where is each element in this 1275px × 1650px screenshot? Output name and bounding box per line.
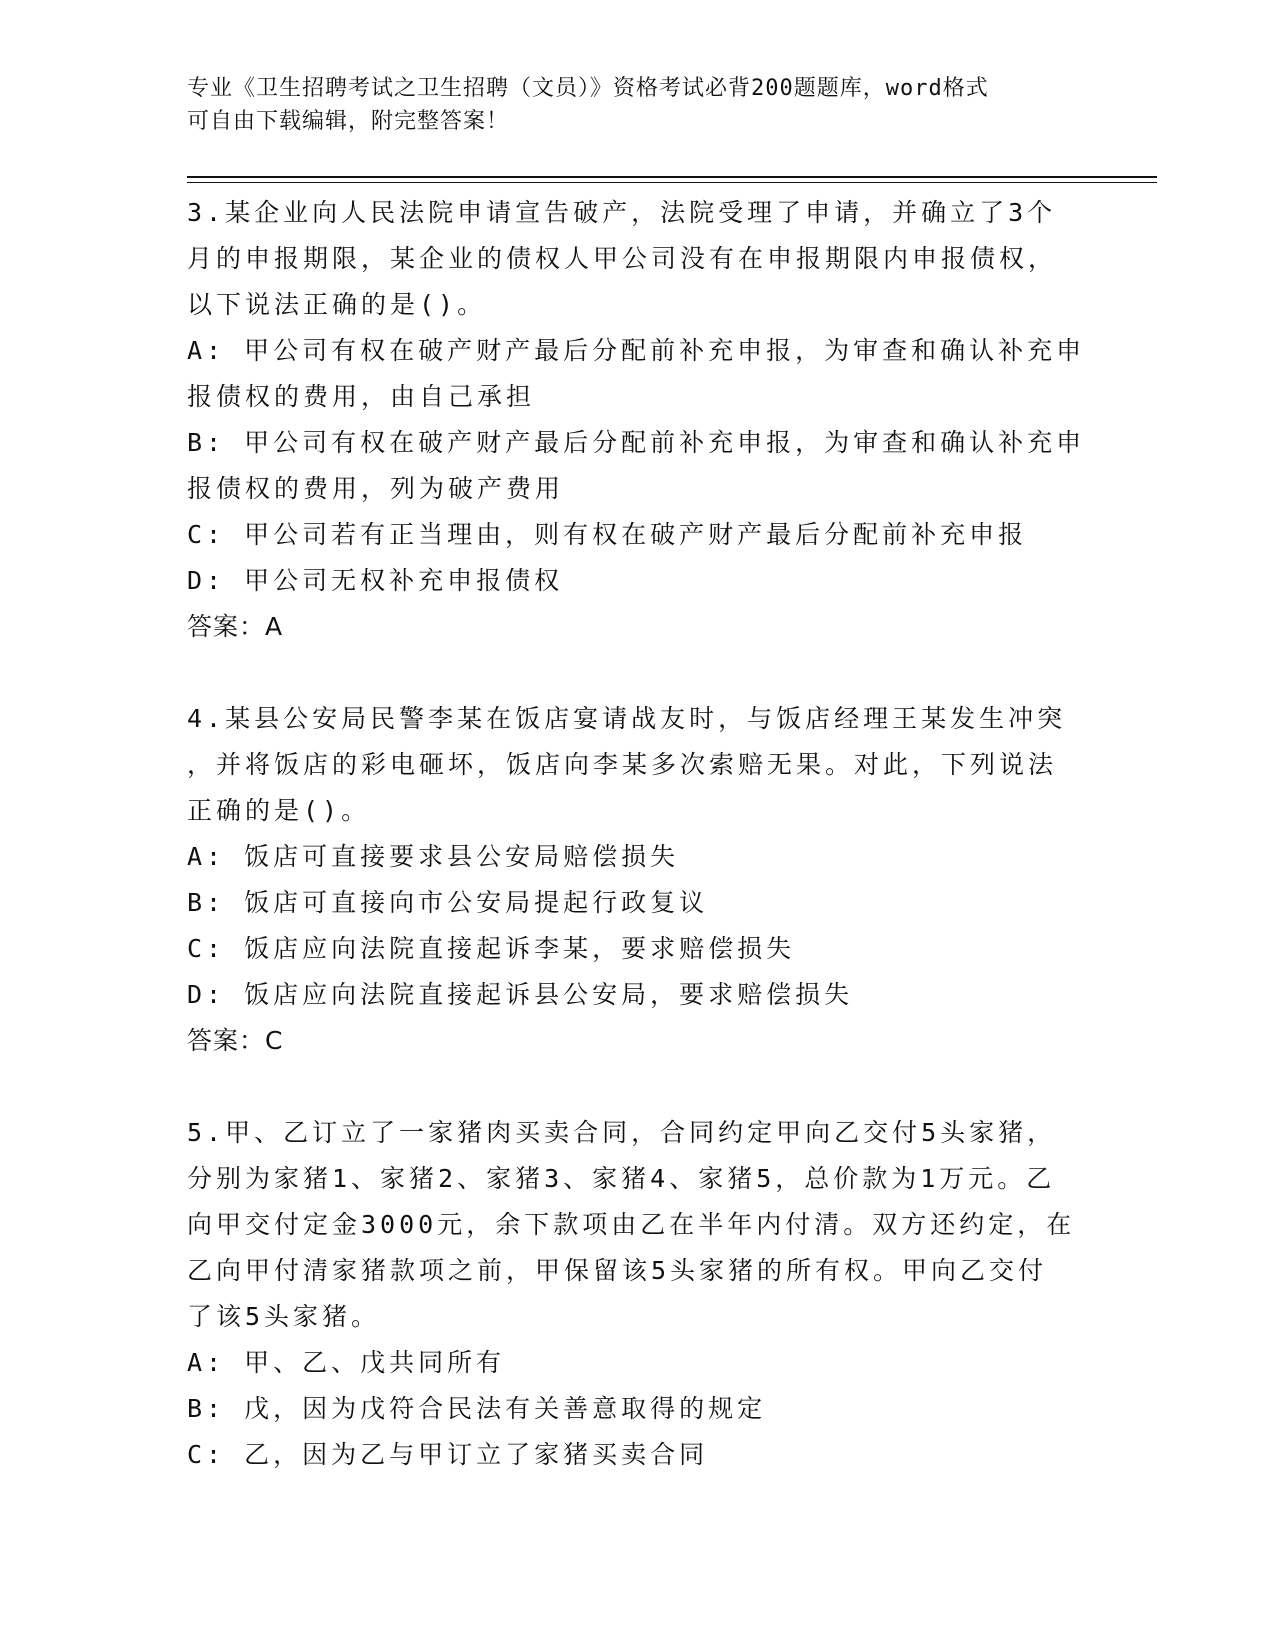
header-line-1: 专业《卫生招聘考试之卫生招聘（文员）》资格考试必背200题题库，word格式 [187,76,989,101]
question-stem-line: 分别为家猪1、家猪2、家猪3、家猪4、家猪5，总价款为1万元。乙 [187,1164,1056,1193]
option-a: A: 甲公司有权在破产财产最后分配前补充申报，为审查和确认补充申 [187,336,1086,365]
question-4 [187,696,1087,1064]
question-stem-line: 5.甲、乙订立了一家猪肉买卖合同，合同约定甲向乙交付5头家猪， [187,1118,1057,1147]
option-c: C: 饭店应向法院直接起诉李某，要求赔偿损失 [187,934,796,963]
option-c: C: 甲公司若有正当理由，则有权在破产财产最后分配前补充申报 [187,520,1028,549]
option-b: B: 饭店可直接向市公安局提起行政复议 [187,888,709,917]
question-stem-line: 乙向甲付清家猪款项之前，甲保留该5头家猪的所有权。甲向乙交付 [187,1256,1048,1285]
option-a-continued: 报债权的费用，由自己承担 [187,382,536,411]
option-b-continued: 报债权的费用，列为破产费用 [187,474,565,503]
question-stem-line: ，并将饭店的彩电砸坏，饭店向李某多次索赔无果。对此，下列说法 [187,750,1058,779]
question-stem-line: 正确的是()。 [187,796,371,825]
header-divider [187,176,1157,183]
header-line-2: 可自由下载编辑，附完整答案！ [187,109,510,134]
question-stem-line: 了该5头家猪。 [187,1302,381,1331]
answer-label: 答案：A [187,612,284,641]
answer-label: 答案：C [187,1026,284,1055]
question-list [187,190,1087,1524]
option-a: A: 饭店可直接要求县公安局赔偿损失 [187,842,680,871]
question-stem-line: 月的申报期限，某企业的债权人甲公司没有在申报期限内申报债权， [187,244,1058,273]
question-3 [187,190,1087,650]
question-stem-line: 以下说法正确的是()。 [187,290,487,319]
question-stem-line: 向甲交付定金3000元，余下款项由乙在半年内付清。双方还约定，在 [187,1210,1076,1239]
option-d: D: 饭店应向法院直接起诉县公安局，要求赔偿损失 [187,980,854,1009]
option-c: C: 乙，因为乙与甲订立了家猪买卖合同 [187,1440,709,1469]
question-stem-line: 3.某企业向人民法院申请宣告破产，法院受理了申请，并确立了3个 [187,198,1057,227]
question-5 [187,1110,1087,1478]
question-stem-line: 4.某县公安局民警李某在饭店宴请战友时，与饭店经理王某发生冲突 [187,704,1067,733]
option-d: D: 甲公司无权补充申报债权 [187,566,564,595]
option-b: B: 戊，因为戊符合民法有关善意取得的规定 [187,1394,767,1423]
option-b: B: 甲公司有权在破产财产最后分配前补充申报，为审查和确认补充申 [187,428,1086,457]
option-a: A: 甲、乙、戊共同所有 [187,1348,506,1377]
document-header [187,72,1087,138]
